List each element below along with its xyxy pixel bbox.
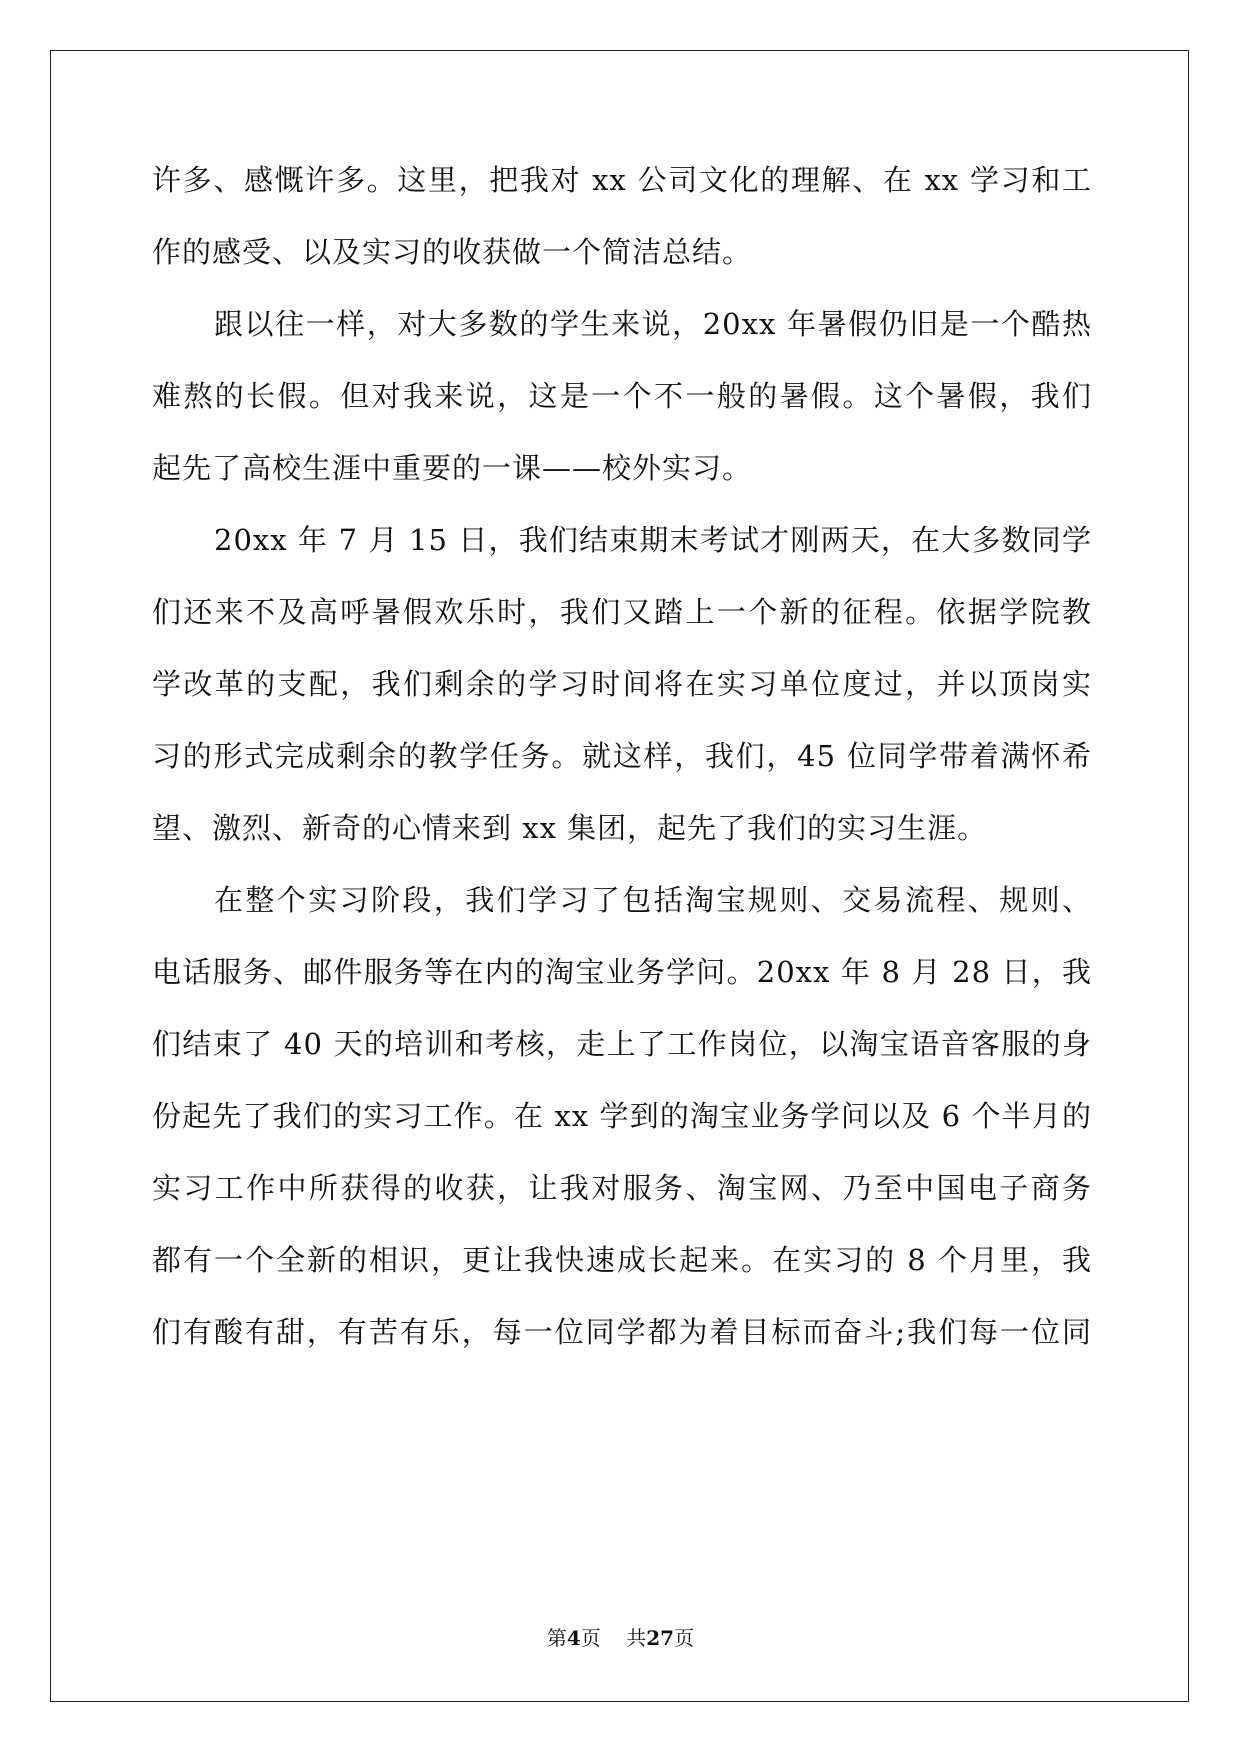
text-line-16: 都有一个全新的相识，更让我快速成长起来。在实习的 8 个月里，我	[152, 1243, 1092, 1277]
page-footer	[0, 1626, 1241, 1650]
text-line-8: 学改革的支配，我们剩余的学习时间将在实习单位度过，并以顶岗实	[152, 667, 1092, 701]
page-suffix: 页	[580, 1626, 601, 1650]
text-line-2: 作的感受、以及实习的收获做一个简洁总结。	[152, 235, 753, 269]
text-line-9: 习的形式完成剩余的教学任务。就这样，我们，45 位同学带着满怀希	[152, 739, 1092, 773]
page-number: 4	[566, 1626, 581, 1650]
text-line-13: 们结束了 40 天的培训和考核，走上了工作岗位，以淘宝语音客服的身	[152, 1027, 1092, 1061]
text-line-6: 20xx 年 7 月 15 日，我们结束期末考试才刚两天，在大多数同学	[214, 523, 1092, 557]
total-pages: 27	[646, 1626, 675, 1650]
page-prefix: 第	[546, 1626, 567, 1650]
text-line-5: 起先了高校生涯中重要的一课——校外实习。	[152, 451, 753, 485]
text-line-4: 难熬的长假。但对我来说，这是一个不一般的暑假。这个暑假，我们	[152, 379, 1092, 413]
text-line-15: 实习工作中所获得的收获，让我对服务、淘宝网、乃至中国电子商务	[152, 1171, 1092, 1205]
text-line-3: 跟以往一样，对大多数的学生来说，20xx 年暑假仍旧是一个酷热	[214, 307, 1092, 341]
text-line-7: 们还来不及高呼暑假欢乐时，我们又踏上一个新的征程。依据学院教	[152, 595, 1092, 629]
text-line-10: 望、激烈、新奇的心情来到 xx 集团，起先了我们的实习生涯。	[152, 811, 988, 845]
text-line-17: 们有酸有甜，有苦有乐，每一位同学都为着目标而奋斗;我们每一位同	[152, 1315, 1092, 1349]
text-line-12: 电话服务、邮件服务等在内的淘宝业务学问。20xx 年 8 月 28 日，我	[152, 955, 1092, 989]
page-border	[50, 50, 1189, 1702]
text-line-11: 在整个实习阶段，我们学习了包括淘宝规则、交易流程、规则、	[214, 883, 1092, 917]
total-suffix: 页	[674, 1626, 695, 1650]
total-prefix: 共	[626, 1626, 647, 1650]
text-line-14: 份起先了我们的实习工作。在 xx 学到的淘宝业务学问以及 6 个半月的	[152, 1099, 1092, 1133]
text-line-1: 许多、感慨许多。这里，把我对 xx 公司文化的理解、在 xx 学习和工	[152, 163, 1092, 197]
